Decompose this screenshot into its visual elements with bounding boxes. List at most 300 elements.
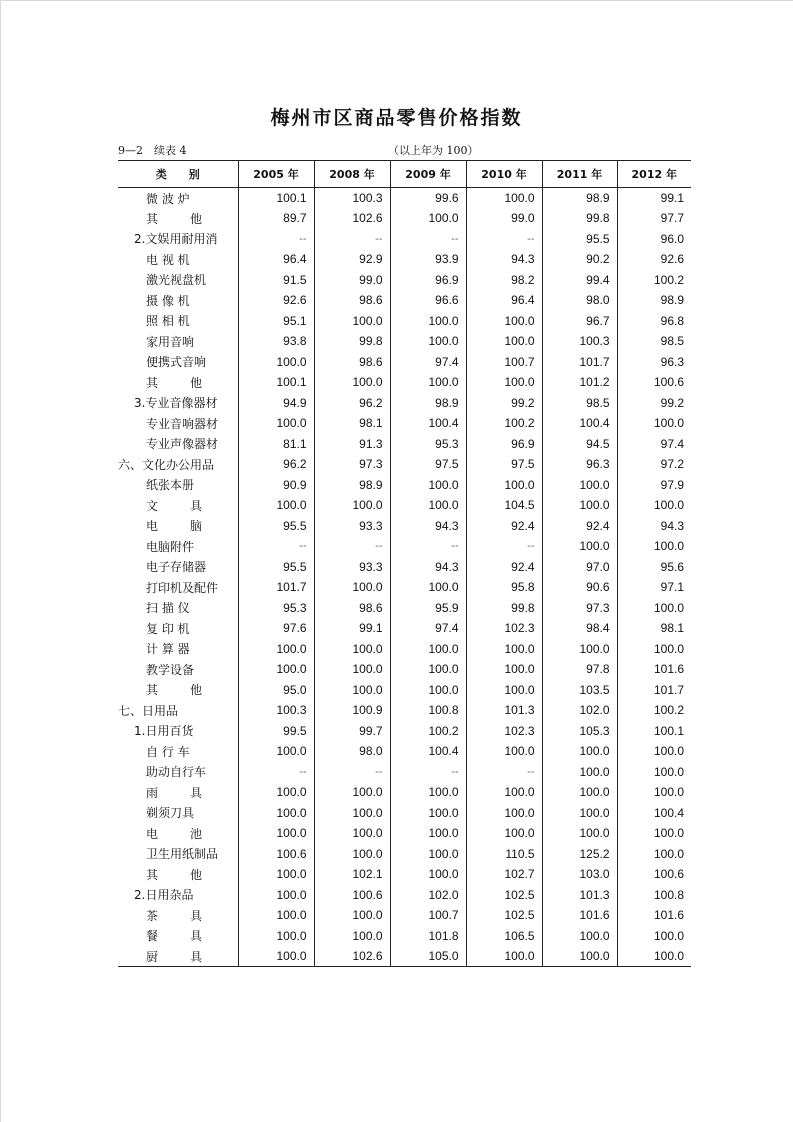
value-cell: 100.0: [238, 413, 314, 434]
value-cell: 100.0: [617, 536, 691, 557]
value-cell: 105.3: [542, 721, 617, 742]
value-cell: 100.2: [617, 270, 691, 291]
value-cell: 100.7: [466, 352, 542, 373]
value-cell: 100.6: [617, 864, 691, 885]
row-category-label: 激光视盘机: [146, 273, 207, 288]
value-cell: 100.0: [238, 639, 314, 660]
table-row: [118, 536, 691, 557]
value-cell: 102.0: [390, 885, 466, 906]
row-category-label: 家用音响: [146, 334, 195, 349]
value-cell: 94.9: [238, 393, 314, 414]
value-cell: 102.3: [466, 721, 542, 742]
row-category-label: 2.文娱用耐用消: [134, 232, 218, 247]
value-cell: 98.0: [314, 741, 390, 762]
value-cell: 97.8: [542, 659, 617, 680]
table-row: [118, 495, 691, 516]
value-cell: 99.8: [314, 331, 390, 352]
value-cell: 100.0: [390, 782, 466, 803]
row-category-cell: [118, 454, 238, 475]
value-cell: 99.4: [542, 270, 617, 291]
row-category-cell: [118, 270, 238, 291]
value-cell: 100.0: [238, 352, 314, 373]
value-cell: 94.3: [466, 249, 542, 270]
row-category-cell: [118, 680, 238, 701]
value-cell: 100.2: [390, 721, 466, 742]
value-cell: 100.2: [617, 700, 691, 721]
value-cell: 100.0: [314, 495, 390, 516]
row-category-cell: [118, 946, 238, 967]
value-cell: 100.0: [314, 639, 390, 660]
row-category-label: 复 印 机: [146, 621, 190, 636]
table-row: [118, 844, 691, 865]
value-cell: 100.0: [238, 741, 314, 762]
value-cell: 99.2: [617, 393, 691, 414]
value-cell: 92.4: [466, 557, 542, 578]
table-row: [118, 229, 691, 250]
row-category-cell: [118, 762, 238, 783]
value-cell: 96.3: [542, 454, 617, 475]
table-row: [118, 639, 691, 660]
value-cell: 96.2: [314, 393, 390, 414]
value-cell: 100.4: [390, 741, 466, 762]
value-cell: 100.0: [617, 495, 691, 516]
value-cell: 98.5: [542, 393, 617, 414]
value-cell: 100.6: [238, 844, 314, 865]
value-cell: 95.6: [617, 557, 691, 578]
value-cell: 100.1: [238, 372, 314, 393]
value-cell: 104.5: [466, 495, 542, 516]
row-category-cell: [118, 188, 238, 209]
table-row: [118, 618, 691, 639]
table-subheader: [118, 142, 691, 158]
row-category-label: 餐 具: [146, 929, 202, 944]
row-category-label: 文 具: [146, 498, 202, 513]
value-cell: 100.0: [466, 741, 542, 762]
value-cell: 100.6: [617, 372, 691, 393]
value-cell: --: [466, 762, 542, 783]
row-category-cell: [118, 495, 238, 516]
value-cell: 101.7: [617, 680, 691, 701]
value-cell: 100.0: [390, 844, 466, 865]
value-cell: 96.6: [390, 290, 466, 311]
row-category-cell: [118, 823, 238, 844]
value-cell: 91.5: [238, 270, 314, 291]
row-category-label: 专业声像器材: [146, 437, 219, 452]
value-cell: --: [466, 229, 542, 250]
table-row: [118, 352, 691, 373]
table-row: [118, 659, 691, 680]
value-cell: 102.6: [314, 946, 390, 967]
value-cell: 100.0: [314, 905, 390, 926]
value-cell: 100.0: [390, 331, 466, 352]
value-cell: 100.0: [390, 680, 466, 701]
value-cell: 97.3: [542, 598, 617, 619]
value-cell: 100.0: [238, 946, 314, 967]
value-cell: 100.0: [542, 741, 617, 762]
table-row: [118, 270, 691, 291]
row-category-cell: [118, 905, 238, 926]
row-category-label: 茶 具: [146, 908, 202, 923]
value-cell: 99.0: [466, 208, 542, 229]
value-cell: 95.3: [238, 598, 314, 619]
value-cell: 99.7: [314, 721, 390, 742]
row-category-label: 其 他: [146, 211, 202, 226]
value-cell: 99.8: [542, 208, 617, 229]
row-category-cell: [118, 885, 238, 906]
value-cell: 102.7: [466, 864, 542, 885]
column-header-2012: 2012 年: [617, 161, 691, 188]
value-cell: 95.3: [390, 434, 466, 455]
value-cell: --: [390, 536, 466, 557]
value-cell: 99.5: [238, 721, 314, 742]
value-cell: 100.4: [390, 413, 466, 434]
table-row: [118, 680, 691, 701]
value-cell: 92.6: [238, 290, 314, 311]
row-category-label: 六、文化办公用品: [118, 457, 215, 472]
table-row: [118, 331, 691, 352]
row-category-label: 电子存储器: [146, 560, 207, 575]
value-cell: 100.8: [617, 885, 691, 906]
value-cell: 97.2: [617, 454, 691, 475]
value-cell: 98.2: [466, 270, 542, 291]
table-row: [118, 577, 691, 598]
value-cell: 100.0: [390, 823, 466, 844]
value-cell: 100.0: [617, 762, 691, 783]
value-cell: 100.0: [238, 803, 314, 824]
row-category-label: 厨 具: [146, 949, 202, 964]
table-row: [118, 516, 691, 537]
value-cell: --: [238, 762, 314, 783]
value-cell: 100.0: [314, 823, 390, 844]
value-cell: 100.0: [238, 926, 314, 947]
value-cell: 100.0: [542, 495, 617, 516]
value-cell: 95.1: [238, 311, 314, 332]
row-category-label: 专业音响器材: [146, 416, 219, 431]
value-cell: 92.4: [466, 516, 542, 537]
value-cell: 100.0: [390, 311, 466, 332]
row-category-label: 其 他: [146, 375, 202, 390]
value-cell: 101.3: [542, 885, 617, 906]
value-cell: 103.0: [542, 864, 617, 885]
value-cell: 100.0: [390, 639, 466, 660]
value-cell: 100.0: [466, 782, 542, 803]
table-row: [118, 823, 691, 844]
value-cell: 99.6: [390, 188, 466, 209]
value-cell: 100.1: [238, 188, 314, 209]
value-cell: 96.8: [617, 311, 691, 332]
value-cell: 100.0: [466, 823, 542, 844]
table-row: [118, 393, 691, 414]
value-cell: 100.0: [617, 639, 691, 660]
row-category-label: 剃须刀具: [146, 806, 195, 821]
value-cell: 100.0: [314, 926, 390, 947]
value-cell: 92.4: [542, 516, 617, 537]
row-category-label: 微 波 炉: [146, 191, 190, 206]
value-cell: 98.5: [617, 331, 691, 352]
row-category-cell: [118, 352, 238, 373]
value-cell: 100.0: [238, 885, 314, 906]
row-category-cell: [118, 926, 238, 947]
value-cell: 95.0: [238, 680, 314, 701]
row-category-cell: [118, 290, 238, 311]
table-row: [118, 926, 691, 947]
value-cell: 100.0: [542, 946, 617, 967]
value-cell: 100.0: [542, 803, 617, 824]
table-body: [118, 188, 691, 967]
value-cell: 96.9: [390, 270, 466, 291]
value-cell: 100.0: [314, 372, 390, 393]
table-row: [118, 885, 691, 906]
value-cell: 100.0: [390, 864, 466, 885]
value-cell: 90.6: [542, 577, 617, 598]
value-cell: 100.0: [542, 536, 617, 557]
row-category-cell: [118, 331, 238, 352]
value-cell: 100.0: [542, 762, 617, 783]
row-category-label: 打印机及配件: [146, 580, 219, 595]
value-cell: 96.0: [617, 229, 691, 250]
value-cell: 93.8: [238, 331, 314, 352]
value-cell: 98.4: [542, 618, 617, 639]
value-cell: 99.8: [466, 598, 542, 619]
value-cell: 100.3: [238, 700, 314, 721]
price-index-table: [118, 160, 691, 967]
row-category-cell: [118, 516, 238, 537]
value-cell: 95.5: [238, 516, 314, 537]
value-cell: 100.0: [617, 413, 691, 434]
value-cell: 98.0: [542, 290, 617, 311]
table-row: [118, 741, 691, 762]
row-category-label: 摄 像 机: [146, 293, 190, 308]
row-category-cell: [118, 372, 238, 393]
value-cell: 97.9: [617, 475, 691, 496]
row-category-cell: [118, 557, 238, 578]
value-cell: 98.9: [390, 393, 466, 414]
row-category-cell: [118, 659, 238, 680]
value-cell: 103.5: [542, 680, 617, 701]
value-cell: 94.3: [390, 516, 466, 537]
table-row: [118, 598, 691, 619]
value-cell: 90.2: [542, 249, 617, 270]
row-category-cell: [118, 721, 238, 742]
value-cell: 100.0: [238, 864, 314, 885]
value-cell: 102.5: [466, 885, 542, 906]
value-cell: 100.0: [238, 823, 314, 844]
row-category-label: 卫生用纸制品: [146, 847, 219, 862]
value-cell: 99.1: [617, 188, 691, 209]
column-header-category: 类 别: [118, 161, 238, 188]
value-cell: 100.4: [617, 803, 691, 824]
value-cell: 100.6: [314, 885, 390, 906]
table-row: [118, 372, 691, 393]
table-row: [118, 946, 691, 967]
value-cell: 91.3: [314, 434, 390, 455]
row-category-label: 计 算 器: [146, 642, 190, 657]
value-cell: 99.2: [466, 393, 542, 414]
value-cell: 97.0: [542, 557, 617, 578]
column-header-2008: 2008 年: [314, 161, 390, 188]
row-category-cell: [118, 700, 238, 721]
value-cell: 102.1: [314, 864, 390, 885]
page-edge: [0, 0, 793, 1]
row-category-cell: [118, 434, 238, 455]
value-cell: 100.7: [390, 905, 466, 926]
value-cell: 95.5: [238, 557, 314, 578]
table-row: [118, 782, 691, 803]
value-cell: 110.5: [466, 844, 542, 865]
value-cell: --: [314, 229, 390, 250]
value-cell: 95.8: [466, 577, 542, 598]
value-cell: 93.3: [314, 516, 390, 537]
value-cell: 96.3: [617, 352, 691, 373]
value-cell: --: [314, 536, 390, 557]
value-cell: 97.4: [390, 352, 466, 373]
row-category-label: 电 池: [146, 826, 202, 841]
table-row: [118, 311, 691, 332]
value-cell: 100.0: [466, 311, 542, 332]
value-cell: --: [466, 536, 542, 557]
row-category-cell: [118, 864, 238, 885]
value-cell: --: [390, 762, 466, 783]
value-cell: --: [314, 762, 390, 783]
value-cell: 100.0: [466, 188, 542, 209]
row-category-label: 教学设备: [146, 662, 195, 677]
row-category-cell: [118, 618, 238, 639]
value-cell: 100.0: [466, 946, 542, 967]
value-cell: 95.5: [542, 229, 617, 250]
table-row: [118, 434, 691, 455]
table-header-row: [118, 161, 691, 188]
value-cell: 100.3: [542, 331, 617, 352]
value-cell: --: [390, 229, 466, 250]
value-cell: 102.3: [466, 618, 542, 639]
value-cell: 97.1: [617, 577, 691, 598]
row-category-cell: [118, 475, 238, 496]
value-cell: 97.5: [390, 454, 466, 475]
value-cell: 100.0: [314, 659, 390, 680]
value-cell: 98.1: [617, 618, 691, 639]
value-cell: 101.6: [542, 905, 617, 926]
value-cell: 89.7: [238, 208, 314, 229]
value-cell: 101.2: [542, 372, 617, 393]
value-cell: 81.1: [238, 434, 314, 455]
table-row: [118, 475, 691, 496]
value-cell: 98.6: [314, 598, 390, 619]
table-row: [118, 557, 691, 578]
value-cell: 102.6: [314, 208, 390, 229]
value-cell: 93.9: [390, 249, 466, 270]
value-cell: 106.5: [466, 926, 542, 947]
value-cell: 102.0: [542, 700, 617, 721]
value-cell: 101.8: [390, 926, 466, 947]
value-cell: 125.2: [542, 844, 617, 865]
base-note: （以上年为 100）: [388, 144, 479, 157]
value-cell: 96.9: [466, 434, 542, 455]
row-category-label: 3.专业音像器材: [134, 396, 218, 411]
row-category-label: 2.日用杂品: [134, 888, 194, 903]
value-cell: 95.9: [390, 598, 466, 619]
value-cell: --: [238, 536, 314, 557]
row-category-cell: [118, 229, 238, 250]
row-category-label: 自 行 车: [146, 744, 190, 759]
row-category-cell: [118, 249, 238, 270]
value-cell: 100.0: [617, 741, 691, 762]
value-cell: 98.9: [542, 188, 617, 209]
row-category-label: 助动自行车: [146, 765, 207, 780]
value-cell: 96.7: [542, 311, 617, 332]
table-row: [118, 454, 691, 475]
value-cell: 100.0: [390, 803, 466, 824]
value-cell: 100.0: [617, 823, 691, 844]
value-cell: 94.3: [617, 516, 691, 537]
value-cell: 101.7: [238, 577, 314, 598]
value-cell: 100.2: [466, 413, 542, 434]
value-cell: 96.2: [238, 454, 314, 475]
table-row: [118, 905, 691, 926]
row-category-label: 扫 描 仪: [146, 601, 190, 616]
value-cell: 97.4: [617, 434, 691, 455]
row-category-cell: [118, 536, 238, 557]
value-cell: 100.0: [542, 639, 617, 660]
value-cell: 98.1: [314, 413, 390, 434]
value-cell: 100.9: [314, 700, 390, 721]
value-cell: 100.0: [314, 577, 390, 598]
table-row: [118, 290, 691, 311]
value-cell: 93.3: [314, 557, 390, 578]
column-header-2011: 2011 年: [542, 161, 617, 188]
value-cell: 100.0: [466, 803, 542, 824]
value-cell: 100.0: [238, 495, 314, 516]
value-cell: 100.0: [617, 598, 691, 619]
row-category-label: 1.日用百货: [134, 724, 194, 739]
value-cell: 100.0: [466, 331, 542, 352]
row-category-label: 电脑附件: [146, 539, 195, 554]
value-cell: 100.0: [466, 680, 542, 701]
value-cell: 100.0: [542, 475, 617, 496]
value-cell: 100.0: [542, 823, 617, 844]
page-title: 梅州市区商品零售价格指数: [270, 107, 523, 129]
row-category-cell: [118, 803, 238, 824]
value-cell: 100.0: [466, 372, 542, 393]
value-cell: 97.7: [617, 208, 691, 229]
value-cell: 101.6: [617, 659, 691, 680]
row-category-cell: [118, 782, 238, 803]
column-header-2005: 2005 年: [238, 161, 314, 188]
value-cell: 100.0: [617, 782, 691, 803]
value-cell: 100.8: [390, 700, 466, 721]
value-cell: 100.0: [390, 577, 466, 598]
value-cell: 105.0: [390, 946, 466, 967]
value-cell: 99.1: [314, 618, 390, 639]
value-cell: 98.9: [314, 475, 390, 496]
row-category-cell: [118, 393, 238, 414]
value-cell: 100.0: [466, 639, 542, 660]
row-category-label: 便携式音响: [146, 355, 207, 370]
value-cell: 101.6: [617, 905, 691, 926]
value-cell: 101.3: [466, 700, 542, 721]
value-cell: 100.0: [390, 659, 466, 680]
row-category-cell: [118, 741, 238, 762]
page-edge: [0, 0, 1, 1122]
value-cell: 97.6: [238, 618, 314, 639]
row-category-label: 其 他: [146, 867, 202, 882]
row-category-label: 雨 具: [146, 785, 202, 800]
value-cell: 100.0: [542, 926, 617, 947]
column-header-2009: 2009 年: [390, 161, 466, 188]
value-cell: 100.0: [314, 782, 390, 803]
value-cell: 97.4: [390, 618, 466, 639]
value-cell: 100.0: [314, 844, 390, 865]
table-row: [118, 762, 691, 783]
